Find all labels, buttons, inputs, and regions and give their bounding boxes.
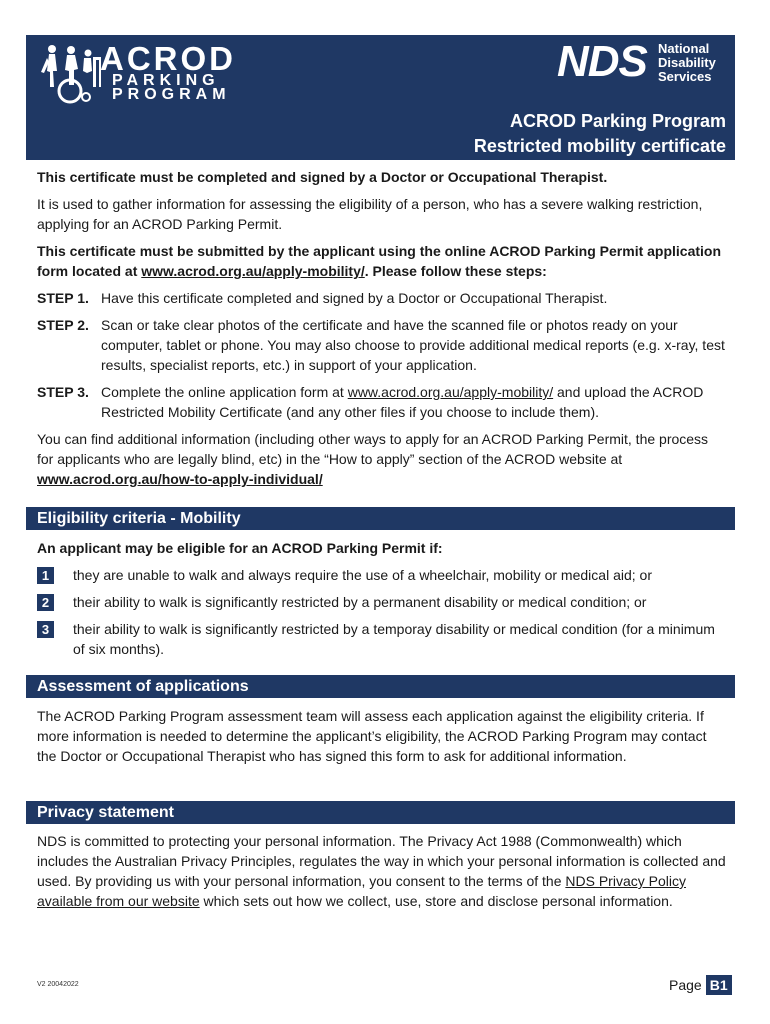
eligibility-lead: An applicant may be eligible for an ACROD Parking Permit if: bbox=[37, 540, 443, 556]
acrod-figures-icon bbox=[38, 41, 102, 105]
nds-logo-line: National bbox=[658, 41, 710, 56]
nds-logo-text bbox=[658, 42, 716, 84]
how-to-apply-link[interactable]: www.acrod.org.au/how-to-apply-individual/ bbox=[37, 471, 323, 487]
submit-prefix: This certificate must be submitted by the applicant using the online ACROD Parking Permit application form located at bbox=[37, 243, 722, 279]
page-indicator bbox=[669, 975, 732, 995]
purpose-text: It is used to gather information for assessing the eligibility of a person, who has a severe walking restriction, applying for an ACROD Parking Permit. bbox=[37, 196, 703, 232]
title-line-2: Restricted mobility certificate bbox=[473, 136, 726, 156]
intro-section bbox=[37, 167, 727, 496]
submit-suffix: . Please follow these steps: bbox=[364, 263, 547, 279]
criterion-number: 3 bbox=[37, 621, 54, 638]
additional-info bbox=[37, 429, 727, 489]
page-number-badge: B1 bbox=[706, 975, 732, 995]
page-label: Page bbox=[669, 977, 702, 993]
step-3-suffix: and upload the ACROD Restricted Mobility Certificate (and any other files if you choose to include them). bbox=[101, 384, 704, 420]
step-1 bbox=[37, 288, 727, 308]
assessment-text: The ACROD Parking Program assessment team will assess each application against the eligibility criteria. If more information is needed to determine the applicant’s eligibility, the ACROD Parking Program may contact the Doctor or Occupational Therapist who has signed this form to ask for additional information. bbox=[37, 708, 707, 764]
criterion-3 bbox=[37, 619, 727, 659]
eligibility-heading bbox=[26, 507, 735, 530]
step-label: STEP 3. bbox=[37, 384, 89, 400]
step-label: STEP 1. bbox=[37, 290, 89, 306]
acrod-logo-word: ACROD bbox=[100, 40, 236, 77]
privacy-text bbox=[37, 831, 727, 911]
step-text: Have this certificate completed and signed by a Doctor or Occupational Therapist. bbox=[101, 290, 608, 306]
title-line-1: ACROD Parking Program bbox=[509, 111, 726, 131]
nds-logo bbox=[557, 39, 732, 85]
criterion-1 bbox=[37, 565, 727, 585]
privacy-policy-link[interactable]: NDS Privacy Policy available from our website bbox=[37, 873, 686, 909]
step-3-prefix: Complete the online application form at bbox=[101, 384, 348, 400]
must-complete-notice: This certificate must be completed and signed by a Doctor or Occupational Therapist. bbox=[37, 169, 608, 185]
header-banner bbox=[26, 35, 735, 160]
privacy-heading bbox=[26, 801, 735, 824]
nds-logo-mark: NDS bbox=[557, 37, 647, 86]
privacy-section bbox=[37, 831, 727, 918]
version-label: V2 20042022 bbox=[37, 981, 79, 988]
step-text bbox=[101, 382, 727, 422]
page-title bbox=[474, 109, 726, 159]
acrod-logo bbox=[38, 41, 248, 103]
assessment-heading-text: Assessment of applications bbox=[37, 678, 249, 695]
privacy-suffix: which sets out how we collect, use, store and disclose personal information. bbox=[199, 893, 673, 909]
step-text: Scan or take clear photos of the certificate and have the scanned file or photos ready on your computer, tablet or phone. You may also choose to provide additional medical reports (e.g. x-ray, test results, specialist reports, etc.) in support of your application. bbox=[101, 317, 725, 373]
criterion-text: their ability to walk is significantly restricted by a permanent disability or medical condition; or bbox=[73, 594, 647, 610]
step-3-apply-link[interactable]: www.acrod.org.au/apply-mobility/ bbox=[347, 384, 554, 400]
additional-text: You can find additional information (including other ways to apply for an ACROD Parking Permit, the process for applicants who are legally blind, etc) in the “How to apply” section of the ACROD website at bbox=[37, 431, 709, 467]
nds-logo-line: Services bbox=[658, 69, 712, 84]
criterion-text: they are unable to walk and always require the use of a wheelchair, mobility or medical aid; or bbox=[73, 567, 652, 583]
eligibility-heading-text: Eligibility criteria - Mobility bbox=[37, 510, 241, 527]
assessment-heading bbox=[26, 675, 735, 698]
step-3 bbox=[37, 382, 727, 422]
acrod-logo-program: PROGRAM bbox=[112, 86, 231, 103]
assessment-section bbox=[37, 706, 727, 773]
acrod-logo-parking: PARKING bbox=[112, 72, 220, 89]
privacy-heading-text: Privacy statement bbox=[37, 804, 174, 821]
criterion-2 bbox=[37, 592, 727, 612]
eligibility-section bbox=[37, 538, 727, 666]
submit-notice bbox=[37, 241, 727, 281]
criterion-number: 2 bbox=[37, 594, 54, 611]
criterion-text: their ability to walk is significantly restricted by a temporay disability or medical condition (for a minimum of six months). bbox=[73, 621, 715, 657]
step-2 bbox=[37, 315, 727, 375]
nds-logo-line: Disability bbox=[658, 55, 716, 70]
apply-mobility-link[interactable]: www.acrod.org.au/apply-mobility/ bbox=[141, 263, 365, 279]
privacy-prefix: NDS is committed to protecting your personal information. The Privacy Act 1988 (Commonwealth) which includes the Australian Privacy Principles, regulates the way in which your personal information is collected and used. By providing us with your personal information, you consent to the terms of the bbox=[37, 833, 726, 889]
step-label: STEP 2. bbox=[37, 317, 89, 333]
criterion-number: 1 bbox=[37, 567, 54, 584]
